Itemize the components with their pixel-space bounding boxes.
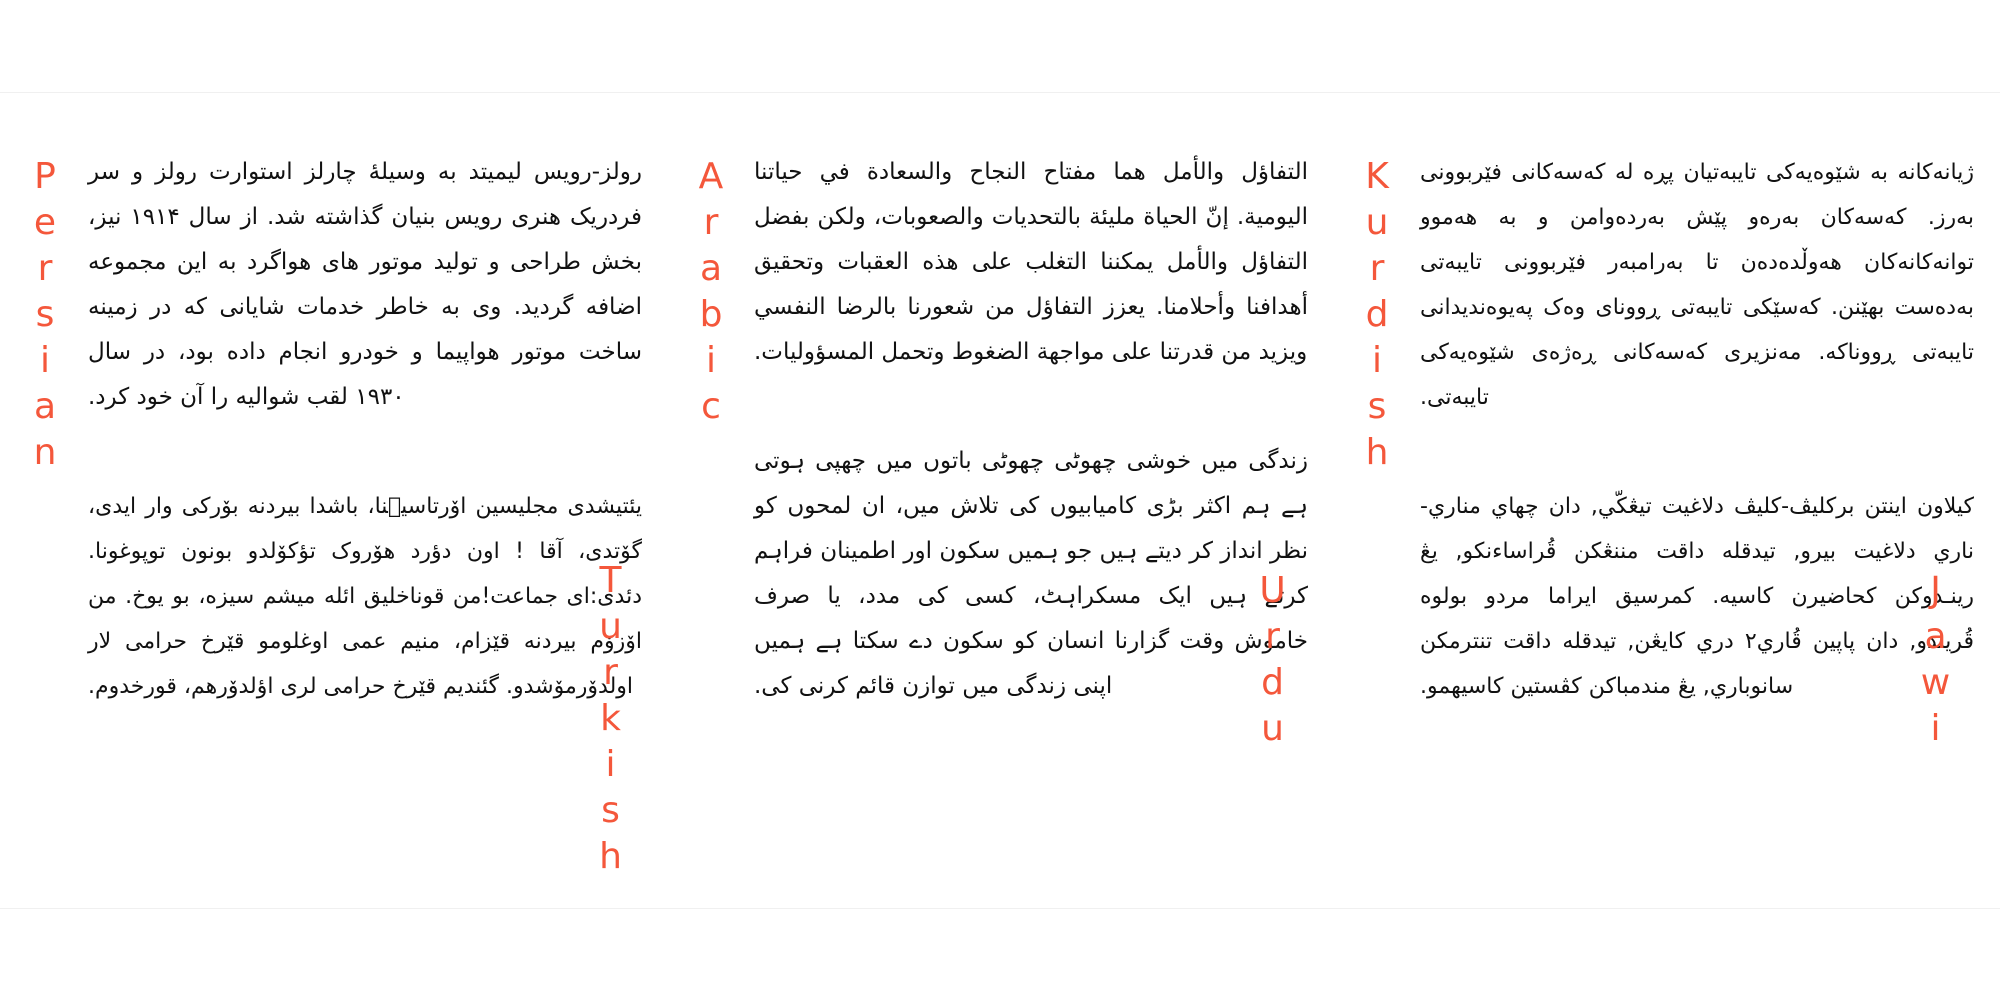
- column-body-persian: [88, 150, 668, 709]
- paragraph-turkish: یئتیشدی مجلیسین اۆرتاسیٖنا، باشدا بیردنه بۆرکی وار ایدی، گۆتدی، آقا ! اون دؤرد هۆروک تؤکۆلدو بونون توپوغونا. دئدی:ای جماعت!من قوناخلیق ائله میشم سیزه، بو یوخ. من اۆزۆم بیردنه قێزام، منیم عمی اوغلومو قێرخ حرامی لار اولدۆرمۆشدو. گئندیم قێرخ حرامی لری اؤلدۆرهم، قورخدوم.: [88, 494, 642, 699]
- language-label-persian: Persian: [24, 156, 66, 478]
- column-arabic: [668, 150, 1334, 709]
- column-body-kurdish: [1420, 150, 2000, 709]
- language-label-urdu: Urdu: [1252, 570, 1293, 754]
- label-rail-turkish: [590, 560, 631, 882]
- language-label-kurdish: Kurdish: [1356, 156, 1398, 478]
- column-kurdish: [1334, 150, 2000, 709]
- divider-top: [0, 92, 2000, 93]
- divider-bottom: [0, 908, 2000, 909]
- label-rail-urdu: [1252, 570, 1293, 754]
- label-rail-persian: [2, 150, 88, 478]
- paragraph-jawi: کیلاون اینتن بركليڤ-كليڤ دلاغيت تيڠكّي, دان چهاي مناري-ناري دلاغيت بيرو, تيدقله داقت مننڠكن قُراساءنكو, يڠ رينـدوكن كحاضيرن كاسيه. كمرسيق ايراما مردو بولوه قُريندو, دان پاپين قُاري٢ دري كايڠن, تيدقله داقت تنترمكن سانوباري, يڠ مندمباكن كڤستين كاسيهمو.: [1420, 494, 1974, 699]
- paragraph-arabic: التفاؤل والأمل هما مفتاح النجاح والسعادة في حياتنا اليومية. إنّ الحياة مليئة بالتحديات والصعوبات، ولكن بفضل التفاؤل والأمل يمكننا التغلب على هذه العقبات وتحقيق أهدافنا وأحلامنا. يعزز التفاؤل من شعورنا بالرضا النفسي ويزيد من قدرتنا على مواجهة الضغوط وتحمل المسؤوليات.: [754, 159, 1308, 365]
- column-body-arabic: [754, 150, 1334, 709]
- label-rail-jawi: [1915, 570, 1956, 754]
- language-columns-grid: [0, 150, 2000, 709]
- language-label-arabic: Arabic: [690, 156, 732, 432]
- paragraph-kurdish: ژیانەکانە بە شێوەیەکی تایبەتیان پڕە لە کەسەکانی فێربوونی بەرز. کەسەکان بەرەو پێش بەردەوامن و بە هەموو توانەکانەکان هەوڵدەدەن تا بەرامبەر فێربوونی تایبەتی بەدەست بهێنن. کەسێکی تایبەتی ڕوونای وەک پەیوەندیدانی تایبەتی ڕووناکە. مەنزیری کەسەکانی ڕەژەی شێوەیەکی تایبەتی.: [1420, 160, 1974, 410]
- language-label-turkish: Turkish: [590, 560, 631, 882]
- label-rail-kurdish: [1334, 150, 1420, 478]
- language-label-jawi: Jawi: [1915, 570, 1956, 754]
- paragraph-urdu: زندگی میں خوشی چھوٹی چھوٹی باتوں میں چھپی ہوتی ہے ہم اکثر بڑی کامیابیوں کی تلاش میں، ان لمحوں کو نظر انداز کر دیتے ہیں جو ہمیں سکون اور اطمینان فراہم کرتے ہیں ایک مسکراہٹ، کسی کی مدد، یا صرف خاموش وقت گزارنا انسان کو سکون دے سکتا ہے ہمیں اپنی زندگی میں توازن قائم کرنی کی.: [754, 448, 1308, 699]
- column-persian: [2, 150, 668, 709]
- label-rail-arabic: [668, 150, 754, 432]
- paragraph-persian: رولز-رویس لیمیتد به وسیلهٔ چارلز استوارت رولز و سر فردریک هنری رویس بنیان گذاشته شد. از سال ۱۹۱۴ نیز، بخش طراحی و تولید موتور های هواگرد به این مجموعه اضافه گردید. وی به خاطر خدمات شایانی که در زمینه ساخت موتور هواپیما و خودرو انجام داده بود، در سال ۱۹۳۰ لقب شوالیه را آن خود کرد.: [88, 159, 642, 410]
